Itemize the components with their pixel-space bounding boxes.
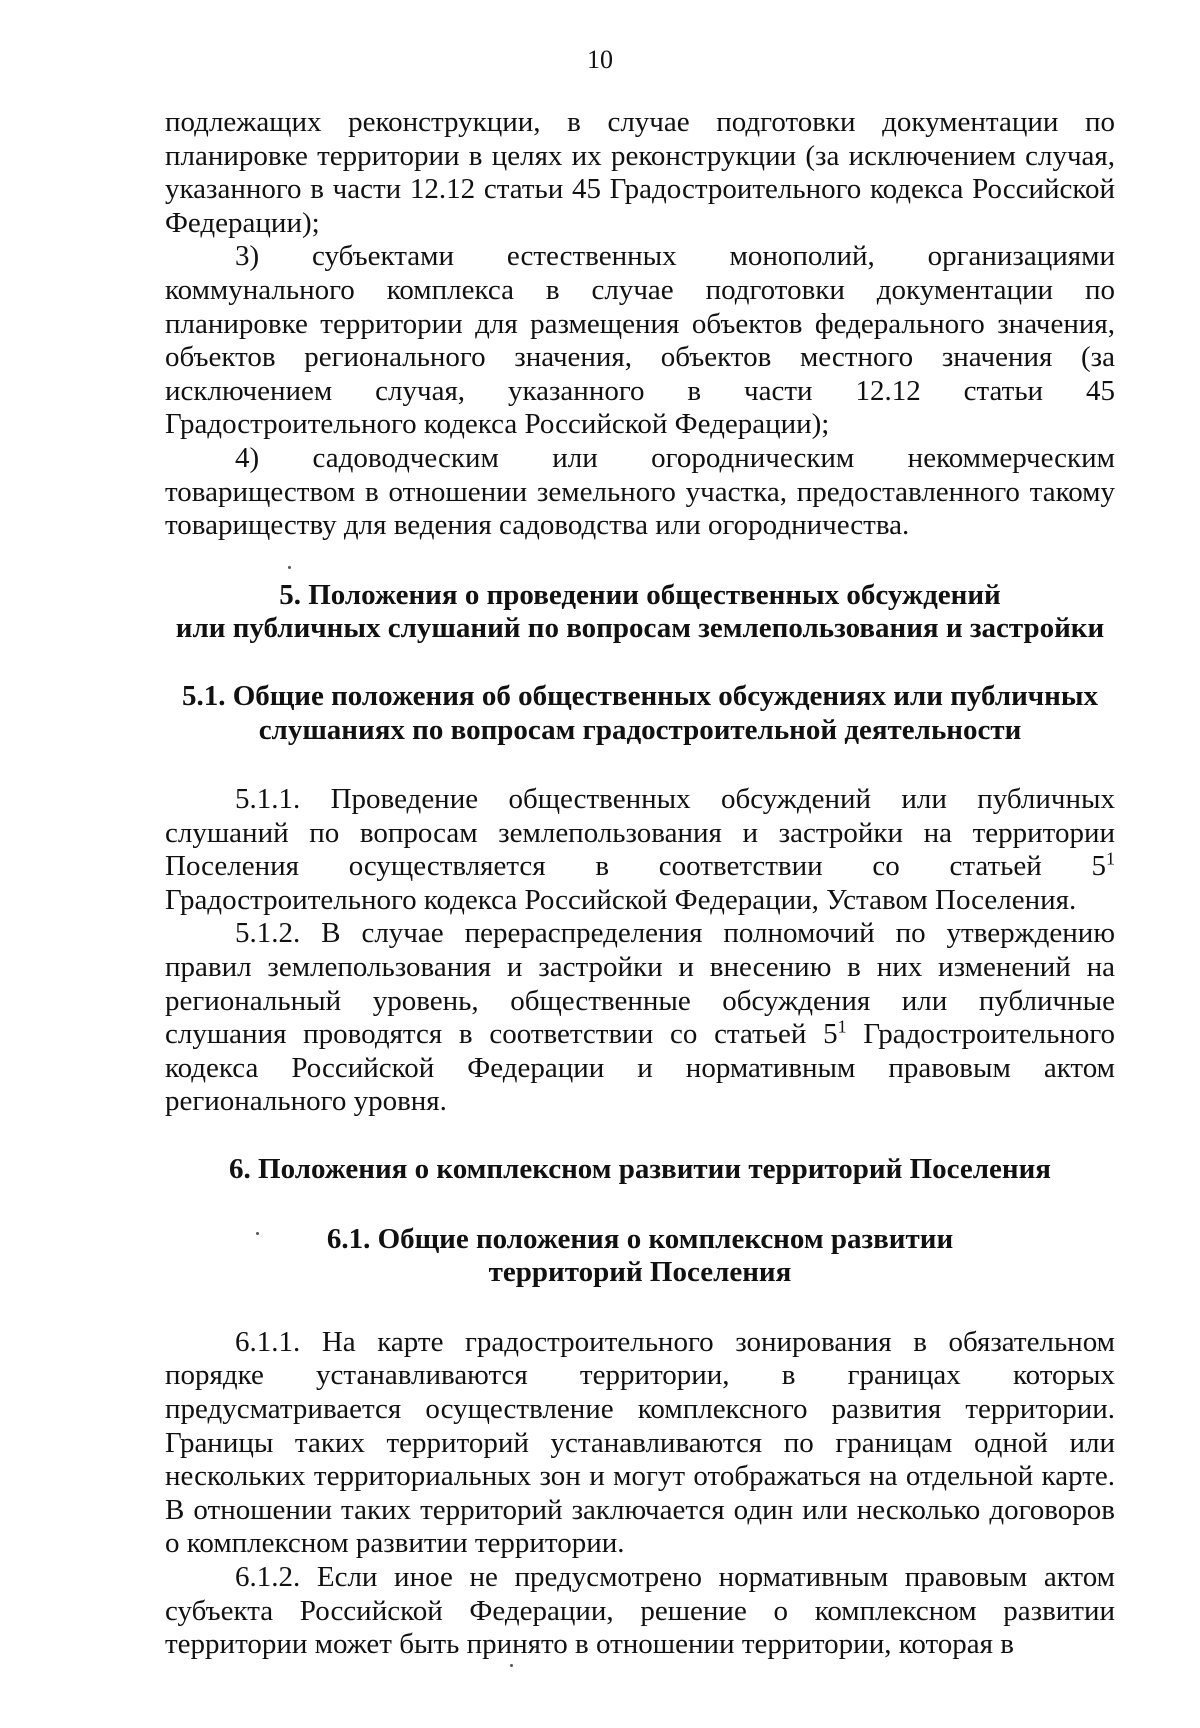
section-6-1-heading-line-2: территорий Поселения bbox=[488, 1256, 792, 1289]
section-5-1-heading-line-1: 5.1. Общие положения об общественных обсуждениях или публичных bbox=[181, 679, 1099, 712]
section-6-heading: 6. Положения о комплексном развитии территорий Поселения bbox=[229, 1153, 1051, 1186]
paragraph-5-1-2 bbox=[165, 917, 1115, 1119]
paragraph-5-1-2-text: 5.1.2. В случае перераспределения полномочий по утверждению правил землепользования и застройки и внесению в них изменений на региональный уровень, общественные обсуждения или публичные слушания проводятся в соответствии со статьей 5 bbox=[165, 917, 1115, 1051]
paragraph-item-4: 4) садоводческим или огородническим некоммерческим товариществом в отношении земельного участка, предоставленного такому товариществу для ведения садоводства или огородничества. bbox=[165, 441, 1115, 542]
section-6-1-heading-line-1: 6.1. Общие положения о комплексном развитии bbox=[326, 1222, 954, 1255]
section-5-heading-line-2: или публичных слушаний по вопросам землепользования и застройки bbox=[175, 612, 1105, 645]
paragraph-5-1-2-text-end: Градостроительного кодекса Российской Федерации и нормативным правовым актом регионального уровня. bbox=[165, 1018, 1116, 1118]
paragraph-5-1-1-text: 5.1.1. Проведение общественных обсуждений или публичных слушаний по вопросам землепользования и застройки на территории Поселения осуществляется в соответствии со статьей 5 bbox=[165, 783, 1115, 883]
scan-speck bbox=[510, 1664, 513, 1667]
paragraph-continuation: подлежащих реконструкции, в случае подготовки документации по планировке территории в целях их реконструкции (за исключением случая, указанного в части 12.12 статьи 45 Градостроительного кодекса Российской Федерации); bbox=[165, 106, 1115, 239]
article-superscript: 1 bbox=[837, 1016, 847, 1037]
scan-speck bbox=[288, 566, 291, 569]
paragraph-5-1-1 bbox=[165, 783, 1115, 917]
scan-speck bbox=[256, 1232, 259, 1235]
paragraph-6-1-1: 6.1.1. На карте градостроительного зонирования в обязательном порядке устанавливаются территории, в границах которых предусматривается осуществление комплексного развития территории. Границы таких территорий устанавливаются по границам одной или нескольких территориальных зон и могут отображаться на отдельной карте. В отношении таких территорий заключается один или несколько договоров о комплексном развитии территории. bbox=[165, 1325, 1115, 1560]
section-6-1-heading bbox=[165, 1223, 1115, 1290]
page-number: 10 bbox=[587, 45, 613, 74]
paragraph-6-1-2: 6.1.2. Если иное не предусмотрено нормативным правовым актом субъекта Российской Федерации, решение о комплексном развитии территории может быть принято в отношении территории, которая в bbox=[165, 1560, 1115, 1661]
paragraph-item-3: 3) субъектами естественных монополий, организациями коммунального комплекса в случае подготовки документации по планировке территории для размещения объектов федерального значения, объектов регионального значения, объектов местного значения (за исключением случая, указанного в части 12.12 статьи 45 Градостроительного кодекса Российской Федерации); bbox=[165, 240, 1115, 441]
section-5-heading-line-1: 5. Положения о проведении общественных обсуждений bbox=[279, 578, 1001, 611]
section-5-1-heading bbox=[165, 680, 1115, 747]
section-5-1-heading-line-2: слушаниях по вопросам градостроительной деятельности bbox=[258, 713, 1022, 746]
document-body bbox=[165, 106, 1115, 1662]
paragraph-5-1-1-text-end: Градостроительного кодекса Российской Федерации, Уставом Поселения. bbox=[165, 883, 1077, 916]
section-5-heading bbox=[165, 579, 1115, 646]
article-superscript: 1 bbox=[1106, 848, 1115, 869]
